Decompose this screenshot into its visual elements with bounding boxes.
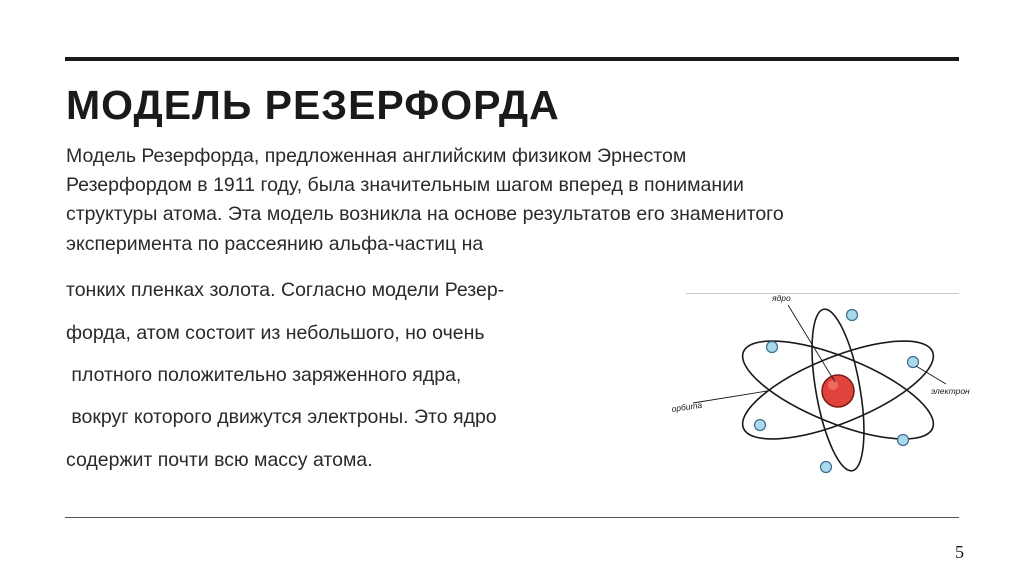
slide-title: МОДЕЛЬ РЕЗЕРФОРДА bbox=[66, 82, 560, 128]
bottom-rule bbox=[65, 517, 959, 518]
electron bbox=[847, 310, 858, 321]
nucleus bbox=[822, 375, 854, 407]
intro-line: Резерфордом в 1911 году, была значительным шагом вперед в понимании bbox=[66, 174, 744, 197]
electron-label: электрон bbox=[931, 386, 970, 396]
body-line: форда, атом состоит из небольшого, но очень bbox=[66, 322, 485, 344]
electron bbox=[821, 462, 832, 473]
electron bbox=[755, 420, 766, 431]
electron bbox=[908, 357, 919, 368]
orbit-label: орбита bbox=[670, 399, 703, 414]
top-rule bbox=[65, 57, 959, 61]
electron bbox=[898, 435, 909, 446]
intro-line: эксперимента по рассеянию альфа-частиц на bbox=[66, 232, 484, 255]
body-line: плотного положительно заряженного ядра, bbox=[66, 364, 462, 386]
intro-line: Модель Резерфорда, предложенная английским физиком Эрнестом bbox=[66, 145, 687, 167]
electron bbox=[767, 342, 778, 353]
atom-diagram bbox=[660, 290, 970, 490]
page-number: 5 bbox=[955, 542, 964, 562]
intro-line: структуры атома. Эта модель возникла на основе результатов его знаменитого bbox=[66, 203, 784, 226]
body-line: содержит почти всю массу атома. bbox=[66, 449, 373, 471]
body-line: вокруг которого движутся электроны. Это ядро bbox=[66, 406, 497, 428]
body-line: тонких пленках золота. Согласно модели Резер- bbox=[66, 279, 505, 301]
nucleus-highlight bbox=[828, 380, 838, 390]
electron-pointer bbox=[916, 366, 946, 384]
nucleus-label: ядро bbox=[772, 293, 791, 303]
intro-paragraph bbox=[66, 142, 956, 259]
